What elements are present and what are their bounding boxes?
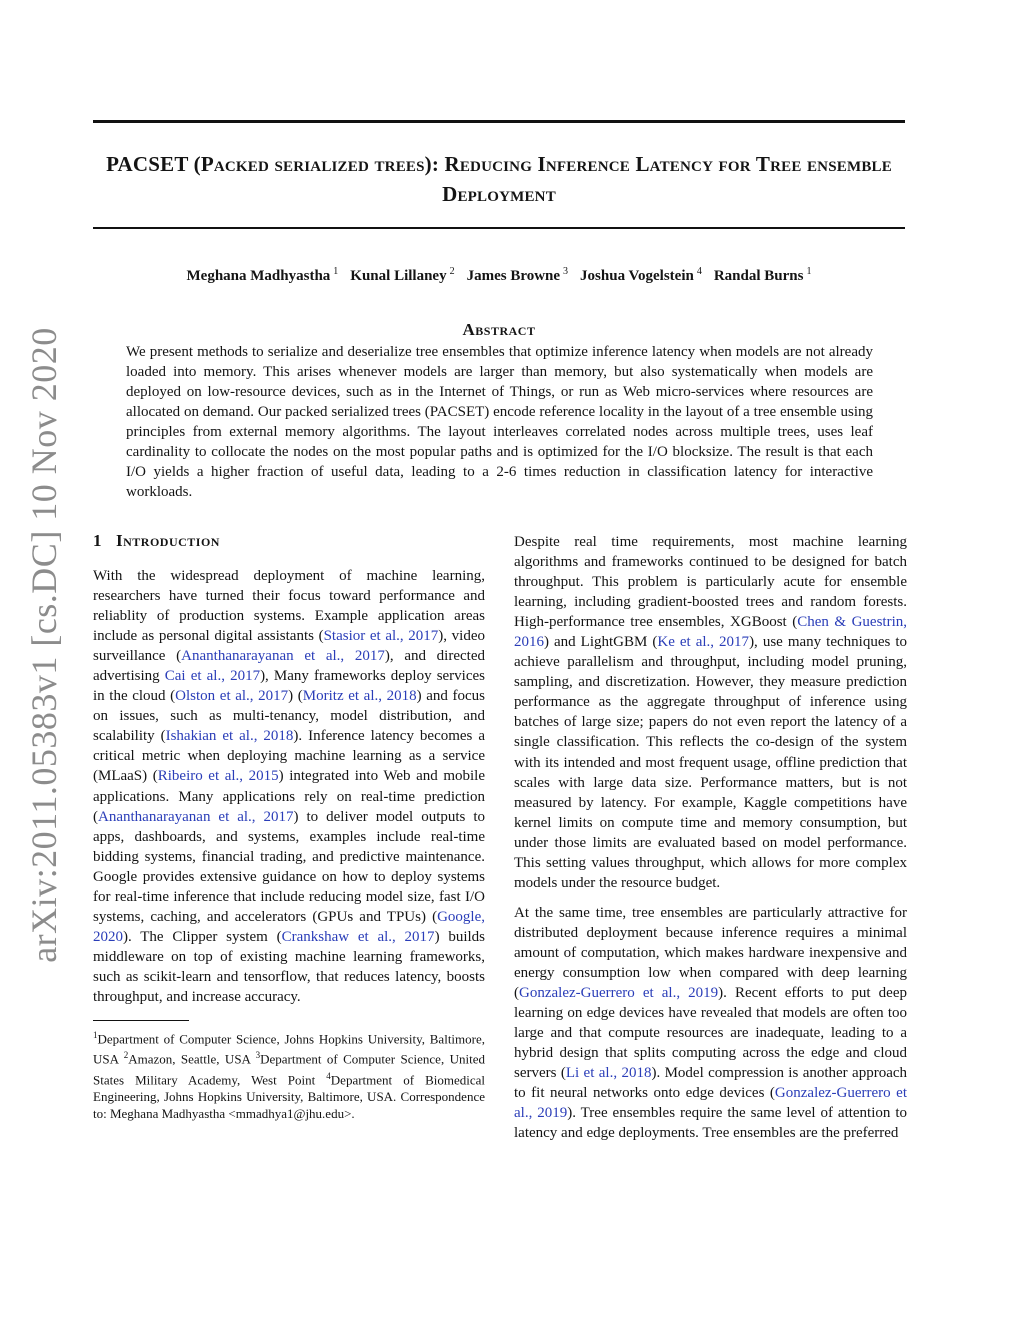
introduction-paragraph [93, 566, 485, 1007]
paper-title: PACSET (Packed serialized trees): Reducing Inference Latency for Tree ensemble Deployment [106, 152, 892, 206]
text-run: At the same time, tree ensembles are particularly attractive for distributed deployment because inference requires a minimal amount of computation, which makes hardware inexpensive and energy consumption low when compared with deep learning ( [514, 904, 907, 1002]
text-run: Department of Computer Science, Johns Hopkins University, Baltimore, USA [93, 1031, 485, 1067]
section-number: 1 [93, 531, 102, 550]
citation-link[interactable]: Li et al., 2018 [565, 1065, 652, 1082]
author-list [93, 262, 905, 286]
text-run: Department of Biomedical Engineering, Johns Hopkins University, Baltimore, USA. Correspondence to: Meghana Madhyastha <mmadhya1@jhu.edu>. [93, 1072, 485, 1122]
text-run: ). Inference latency becomes a critical metric when deploying machine learning as a service (MLaaS) ( [93, 728, 485, 785]
text-run: ). The Clipper system ( [123, 928, 282, 945]
citation-link[interactable]: Ananthanarayanan et al., 2017 [181, 648, 385, 665]
text-run: Amazon, Seattle, USA [128, 1051, 256, 1067]
author-name: Kunal Lillaney [350, 268, 447, 284]
title-bottom-rule [93, 227, 905, 229]
citation-link[interactable]: Cai et al., 2017 [164, 668, 261, 685]
section-title: Introduction [116, 531, 220, 550]
author-affiliation-mark: 4 [696, 266, 702, 277]
footnote-marker: 2 [123, 1050, 129, 1061]
citation-link[interactable]: Crankshaw et al., 2017 [281, 928, 435, 945]
text-run: ) builds middleware on top of existing machine learning frameworks, such as scikit-learn and tensorflow, that reduces latency, boosts throughput, and increase accuracy. [93, 928, 486, 1005]
author-affiliation-mark: 2 [449, 266, 455, 277]
text-run: ). Tree ensembles require the same level of attention to latency and edge deployments. Tree ensembles are the preferred [514, 1105, 907, 1142]
citation-link[interactable]: Chen & Guestrin, 2016 [514, 614, 907, 651]
author-name: Joshua Vogelstein [580, 268, 694, 284]
author-name: Randal Burns [713, 268, 804, 284]
affiliation-footnote [93, 1027, 485, 1122]
title-top-rule [93, 120, 905, 123]
text-run: Department of Computer Science, United States Military Academy, West Point [93, 1051, 485, 1088]
footnote-rule [93, 1020, 189, 1021]
text-run: ) ( [288, 688, 303, 705]
text-run: ), video surveillance ( [93, 628, 485, 665]
citation-link[interactable]: Gonzalez-Guerrero et al., 2019 [519, 985, 719, 1002]
section-heading [93, 528, 485, 554]
author [350, 268, 454, 284]
text-run: ). Model compression is another approach to fit neural networks onto edge devices ( [514, 1065, 908, 1102]
introduction-paragraph [514, 903, 907, 1144]
citation-link[interactable]: Gonzalez-Guerrero et al., 2019 [514, 1085, 908, 1122]
author-affiliation-mark: 1 [806, 266, 812, 277]
text-run: ) integrated into Web and mobile applications. Many applications rely on real-time prediction ( [93, 768, 485, 825]
text-run: ) and LightGBM ( [544, 634, 658, 651]
right-column [514, 532, 907, 1143]
text-run: With the widespread deployment of machine learning, researchers have turned their focus toward performance and reliablity of production systems. Example application areas include as personal digital assistants ( [93, 568, 485, 645]
text-run: Despite real time requirements, most machine learning algorithms and frameworks continued to be designed for batch throughput. This problem is particularly acute for ensemble learning, including gradient-boosted trees and random forests. High-performance tree ensembles, XGBoost ( [514, 534, 907, 631]
text-run: ), use many techniques to achieve parallelism and throughput, including model pruning, sampling, and discretization. However, they measure prediction performance as the aggregate throughput of inference using batches of large size; papers do not even report the latency of a single classification. This reflects the co-design of the system with its intended and most frequent usage, offline prediction that scales with large data size. Performance matters, but is not measured by latency. For example, Kaggle competitions have kernel limits on compute time and memory consumption, but under those limits are evaluated based on model performance. This setting values throughput, which allows for more complex models under the resource budget. [514, 634, 907, 891]
citation-link[interactable]: Ishakian et al., 2018 [165, 728, 294, 745]
citation-link[interactable]: Moritz et al., 2018 [302, 688, 417, 705]
author-name: James Browne [466, 268, 561, 284]
citation-link[interactable]: Stasior et al., 2017 [323, 628, 439, 645]
author [580, 268, 702, 284]
introduction-paragraph [514, 532, 907, 893]
arxiv-identifier-stamp: arXiv:2011.05383v1 [cs.DC] 10 Nov 2020 [24, 327, 64, 963]
left-column [93, 528, 485, 1122]
author-affiliation-mark: 3 [563, 266, 569, 277]
author-name: Meghana Madhyastha [186, 268, 331, 284]
citation-link[interactable]: Olston et al., 2017 [175, 688, 289, 705]
footnote-marker: 3 [255, 1050, 261, 1061]
text-run: ) to deliver model outputs to apps, dashboards, and systems, examples include real-time bidding systems, financial trading, and predictive maintenance. Google provides extensive guidance on how to deploy systems for real-time inference that include reducing model size, fast I/O systems, caching, and accelerators (GPUs and TPUs) ( [93, 808, 486, 925]
text-run: ), Many frameworks deploy services in the cloud ( [93, 668, 485, 705]
footnote-marker: 4 [326, 1070, 331, 1081]
text-run: ) and focus on issues, such as multi-tenancy, model distribution, and scalability ( [93, 688, 485, 745]
author [187, 268, 339, 284]
citation-link[interactable]: Ribeiro et al., 2015 [157, 768, 279, 785]
author-affiliation-mark: 1 [333, 266, 339, 277]
citation-link[interactable]: Ananthanarayanan et al., 2017 [98, 808, 294, 825]
abstract-text: We present methods to serialize and deserialize tree ensembles that optimize inference latency when models are not already loaded into memory. This arises whenever models are larger than memory, but also systematically when models are deployed on low-resource devices, such as in the Internet of Things, or run as Web micro-services where resources are allocated on demand. Our packed serialized trees (PACSET) encode reference locality in the layout of a tree ensemble using principles from external memory algorithms. The layout interleaves correlated nodes across multiple trees, uses leaf cardinality to collocate the nodes on the most popular paths and is optimized for the I/O blocksize. The result is that each I/O yields a higher fraction of useful data, leading to a 2-6 times reduction in classification latency for interactive workloads. [126, 344, 873, 500]
abstract-heading: Abstract [462, 320, 536, 339]
text-run: ), and directed advertising [93, 648, 485, 685]
text-run: ). Recent efforts to put deep learning on edge devices have revealed that models are often too large and that compute resources are inadequate, leading to a hybrid design that splits computing across the edge and cloud servers ( [514, 985, 907, 1082]
author [467, 268, 568, 284]
citation-link[interactable]: Google, 2020 [93, 908, 485, 945]
citation-link[interactable]: Ke et al., 2017 [657, 634, 750, 651]
author [714, 268, 812, 284]
footnote-marker: 1 [93, 1030, 98, 1041]
